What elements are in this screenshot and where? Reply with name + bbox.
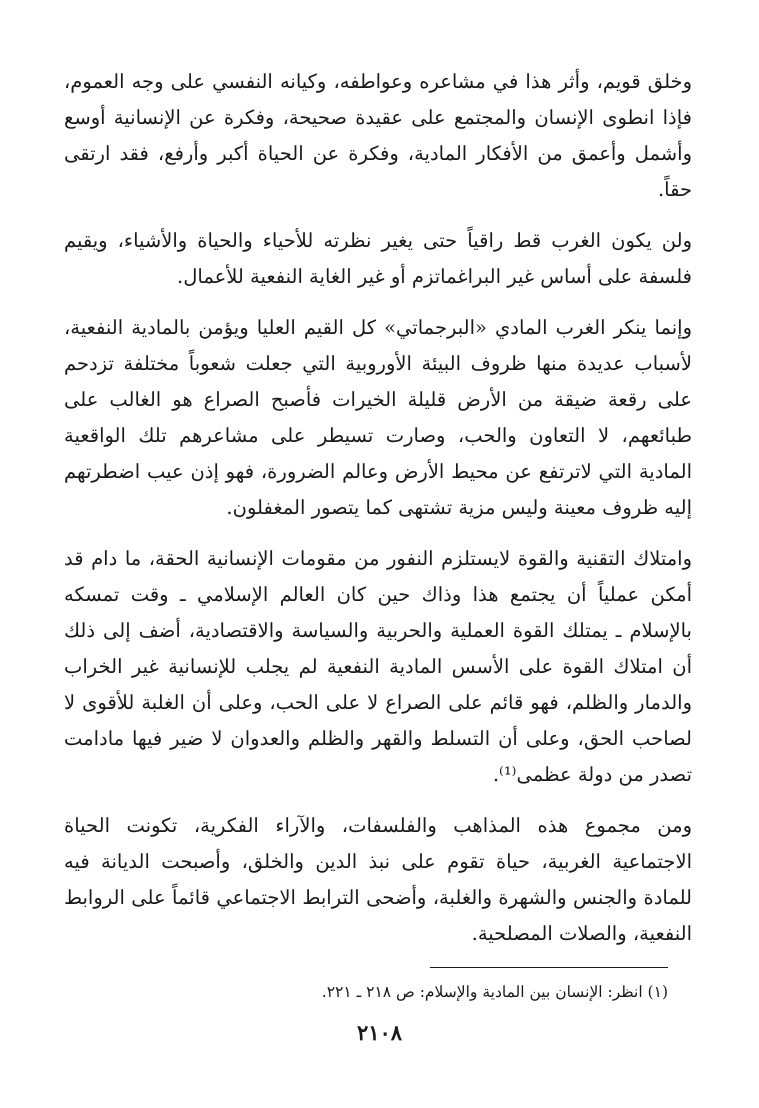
paragraph: وخلق قويم، وأثر هذا في مشاعره وعواطفه، وكيانه النفسي على وجه العموم، فإذا انطوى الإنسان والمجتمع على عقيدة صحيحة، وفكرة عن الإنسانية أوسع وأشمل وأعمق من الأفكار المادية، وفكرة عن الحياة أكبر وأرفع، فقد ارتقى حقاً. bbox=[64, 70, 692, 201]
page-number: ٢١٠٨ bbox=[356, 1020, 403, 1045]
paragraph: ومن مجموع هذه المذاهب والفلسفات، والآراء الفكرية، تكونت الحياة الاجتماعية الغربية، حياة تقوم على نبذ الدين والخلق، وأصبحت الديانة فيه للمادة والجنس والشهرة والغلبة، وأضحى الترابط الاجتماعي قائماً على الروابط النفعية، والصلات المصلحية. bbox=[64, 814, 692, 945]
paragraph: وامتلاك التقنية والقوة لايستلزم النفور من مقومات الإنسانية الحقة، ما دام قد أمكن عملياً أن يجتمع هذا وذاك حين كان العالم الإسلامي ـ وقت تمسكه بالإسلام ـ يمتلك القوة العملية والحربية والسياسة والاقتصادية، أضف إلى ذلك أن امتلاك القوة على الأسس المادية النفعية لم يجلب للإنسانية غير الخراب والدمار والظلم، فهو قائم على الصراع لا على الحب، وعلى أن الغلبة للأقوى لا لصاحب الحق، وعلى أن التسلط والقهر والظلم والعدوان لا ضير فيها مادامت تصدر من دولة عظمى⁽¹⁾. bbox=[64, 547, 692, 786]
paragraph: ولن يكون الغرب قط راقياً حتى يغير نظرته للأحياء والحياة والأشياء، ويقيم فلسفة على أساس غير البراغماتزم أو غير الغاية النفعية للأعمال. bbox=[64, 229, 692, 288]
book-page-body bbox=[64, 64, 692, 967]
footnote-divider bbox=[430, 967, 668, 968]
footnote: (١) انظر: الإنسان بين المادية والإسلام: ص ٢١٨ ـ ٢٢١. bbox=[321, 983, 668, 1001]
paragraph: وإنما ينكر الغرب المادي «البرجماتي» كل القيم العليا ويؤمن بالمادية النفعية، لأسباب عديدة منها ظروف البيئة الأوروبية التي جعلت شعوباً مختلفة تزدحم على رقعة ضيقة من الأرض قليلة الخيرات فأصبح الصراع هو الغالب على طبائعهم، لا التعاون والحب، وصارت تسيطر على مشاعرهم تلك الواقعية المادية التي لاترتفع عن محيط الأرض وعالم الضرورة، فهو إذن عيب اضطرتهم إليه ظروف معينة وليس مزية تشتهى كما يتصور المغفلون. bbox=[64, 316, 692, 519]
